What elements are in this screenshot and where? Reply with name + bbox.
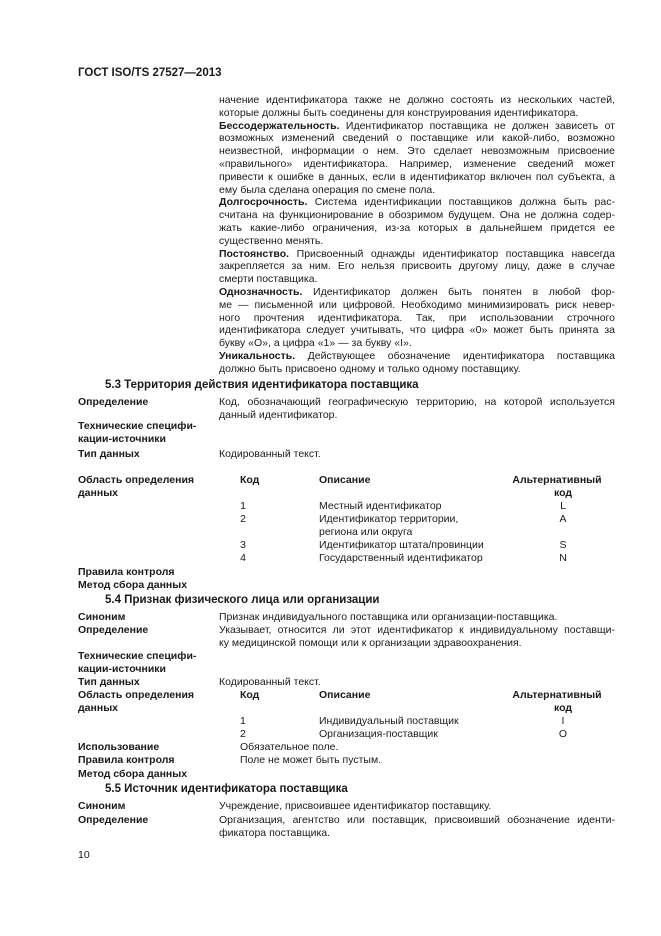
table-cell-description: Организация-поставщик — [319, 728, 438, 740]
field-label: Определение — [78, 624, 149, 636]
paragraph-lead-term: Постоянство. — [219, 247, 290, 260]
table-cell-code: 4 — [240, 552, 246, 564]
paragraph-line — [219, 209, 615, 222]
table-cell-alternative-code: S — [559, 539, 567, 551]
table-header-alternative: код — [553, 702, 573, 714]
paragraph-line — [219, 324, 615, 337]
paragraph-line — [219, 132, 615, 145]
field-value: ку медицинской помощи или к организации здравоохранения. — [219, 637, 522, 649]
field-label: кации-источники — [78, 663, 167, 675]
paragraph-line — [219, 145, 615, 158]
table-header-description: Описание — [319, 474, 371, 486]
paragraph-line — [219, 350, 615, 363]
table-header-code: Код — [240, 474, 260, 486]
paragraph-line — [219, 158, 615, 171]
paragraph-line — [219, 94, 615, 107]
table-cell-description: Государственный идентификатор — [319, 552, 483, 564]
table-header-alternative: Альтернативный — [512, 689, 602, 701]
table-cell-alternative-code: I — [561, 715, 565, 727]
section-heading: 5.5 Источник идентификатора поставщика — [105, 783, 348, 795]
field-value: Обязательное поле. — [240, 741, 339, 753]
table-cell-description: Местный идентификатор — [319, 500, 442, 512]
field-label: Технические специфи- — [78, 420, 197, 432]
field-value: Признак индивидуального поставщика или организации-поставщика. — [219, 611, 558, 623]
paragraph-text: жать какие-либо ограничения, из-за которых в дальнейшем придется ее — [219, 222, 615, 234]
field-label: Определение — [78, 396, 149, 408]
paragraph-text: должно быть присвоено одному и только одному поставщику. — [219, 362, 521, 375]
paragraph-text: ме — письменной или цифровой. Необходимо минимизировать риск невер- — [219, 298, 615, 311]
field-label: Определение — [78, 814, 149, 826]
table-cell-code: 1 — [240, 715, 246, 727]
table-cell-alternative-code: A — [559, 513, 567, 525]
paragraph-line — [219, 286, 615, 299]
paragraph-text: неизвестной, информации о нем. Это сделает невозможным присвоение — [219, 145, 615, 158]
table-cell-code: 1 — [240, 500, 246, 512]
field-value: Указывает, относится ли этот идентификатор к индивидуальному поставщи- — [219, 624, 615, 636]
paragraph-line — [219, 184, 435, 197]
field-value: Организация, агентство или поставщик, присвоивший обозначение иденти- — [219, 814, 615, 826]
paragraph-lead-term: Долгосрочность. — [219, 196, 308, 209]
paragraph-line — [219, 196, 615, 209]
paragraph-text: «правильного» идентификатора. Например, изменение сведений может — [219, 158, 615, 170]
paragraph-text: ему была сделана операция по смене пола. — [219, 183, 436, 196]
page-number: 10 — [78, 849, 90, 861]
paragraph-line — [219, 312, 615, 325]
table-cell-description: Индивидуальный поставщик — [319, 715, 459, 727]
table-cell-code: 2 — [240, 513, 246, 525]
section-heading: 5.4 Признак физического лица или организации — [105, 594, 380, 606]
table-cell-description: региона или округа — [319, 526, 413, 538]
paragraph-lead-term: Уникальность. — [219, 350, 296, 362]
paragraph-line — [219, 171, 615, 184]
field-value: Кодированный текст. — [219, 448, 321, 460]
table-cell-code: 2 — [240, 728, 246, 740]
paragraph-line — [219, 248, 615, 261]
table-cell-code: 3 — [240, 539, 246, 551]
paragraph-text: закрепляется за ним. Его нельзя присвоить другому лицу, даже в случае — [219, 260, 615, 273]
field-label: Синоним — [78, 611, 126, 623]
paragraph-line — [219, 222, 615, 235]
field-value: Код, обозначающий географическую территорию, на которой используется — [219, 396, 615, 408]
paragraph-text: смерти поставщика. — [219, 273, 318, 286]
section-heading: 5.3 Территория действия идентификатора поставщика — [105, 379, 419, 391]
paragraph-text: Идентификатор должен быть понятен в любой фор- — [302, 286, 615, 298]
paragraph-text: считана на функционирование в обозримом будущем. Она не должна содер- — [219, 209, 615, 222]
paragraph-line — [219, 260, 615, 273]
field-label: Область определения — [78, 474, 195, 486]
paragraph-text: Система идентификации поставщиков должна быть рас- — [307, 196, 615, 209]
paragraph-lead-term: Однозначность. — [219, 286, 303, 298]
paragraph-text: которые должны быть соединены для конструирования идентификатора. — [219, 106, 579, 119]
field-value: Учреждение, присвоившее идентификатор поставщику. — [219, 800, 492, 812]
field-label: Правила контроля — [78, 754, 175, 766]
field-value: Поле не может быть пустым. — [240, 754, 382, 766]
paragraph-text: начение идентификатора также не должно состоять из нескольких частей, — [219, 94, 615, 106]
table-header-alternative: код — [553, 487, 573, 499]
field-value: фикатора поставщика. — [219, 827, 331, 839]
paragraph-lead-term: Бессодержательность. — [219, 119, 340, 132]
paragraph-line — [219, 120, 615, 133]
table-header-alternative: Альтернативный — [512, 474, 602, 486]
field-label: Правила контроля — [78, 566, 175, 578]
paragraph-text: Действующее обозначение идентификатора поставщика — [295, 350, 615, 362]
paragraph-line — [219, 363, 521, 376]
field-label: данных — [78, 702, 118, 714]
field-label: Область определения — [78, 689, 195, 701]
paragraph-line — [219, 273, 317, 286]
table-cell-description: Идентификатор штата/провинции — [319, 539, 484, 551]
field-label: Синоним — [78, 800, 126, 812]
paragraph-text: существенно менять. — [219, 234, 324, 247]
field-label: данных — [78, 487, 118, 499]
field-label: Использование — [78, 741, 160, 753]
field-label: Тип данных — [78, 676, 140, 688]
table-header-description: Описание — [319, 689, 371, 701]
paragraph-line — [219, 235, 323, 248]
field-label: Тип данных — [78, 448, 140, 460]
field-label: Технические специфи- — [78, 650, 197, 662]
paragraph-text: Идентификатор поставщика не должен зависеть от — [339, 119, 615, 132]
field-label: Метод сбора данных — [78, 579, 188, 591]
field-value: данный идентификатор. — [219, 409, 338, 421]
document-header: ГОСТ ISO/TS 27527—2013 — [78, 67, 222, 79]
paragraph-line — [219, 337, 412, 350]
table-cell-description: Идентификатор территории, — [319, 513, 459, 525]
paragraph-text: букву «О», а цифра «1» — за букву «I». — [219, 337, 412, 350]
table-header-code: Код — [240, 689, 260, 701]
paragraph-text: возможных изменений сведений о поставщике или какой-либо, возможно — [219, 132, 615, 145]
paragraph-line — [219, 107, 578, 120]
paragraph-text: ного прочтения идентификатора. Так, при использовании строчного — [219, 311, 615, 324]
paragraph-text: идентификатора следует учитывать, что цифра «0» может быть принята за — [219, 324, 615, 337]
paragraph-text: Присвоенный однажды идентификатор поставщика навсегда — [289, 247, 615, 260]
table-cell-alternative-code: L — [560, 500, 566, 512]
field-label: кации-источники — [78, 433, 167, 445]
paragraph-text: привести к ошибке в данных, если в идентификатор включен пол субъекта, а — [219, 170, 615, 183]
paragraph-line — [219, 299, 615, 312]
table-cell-alternative-code: N — [559, 552, 567, 564]
table-cell-alternative-code: O — [558, 728, 568, 740]
field-value: Кодированный текст. — [219, 676, 321, 688]
field-label: Метод сбора данных — [78, 768, 188, 780]
